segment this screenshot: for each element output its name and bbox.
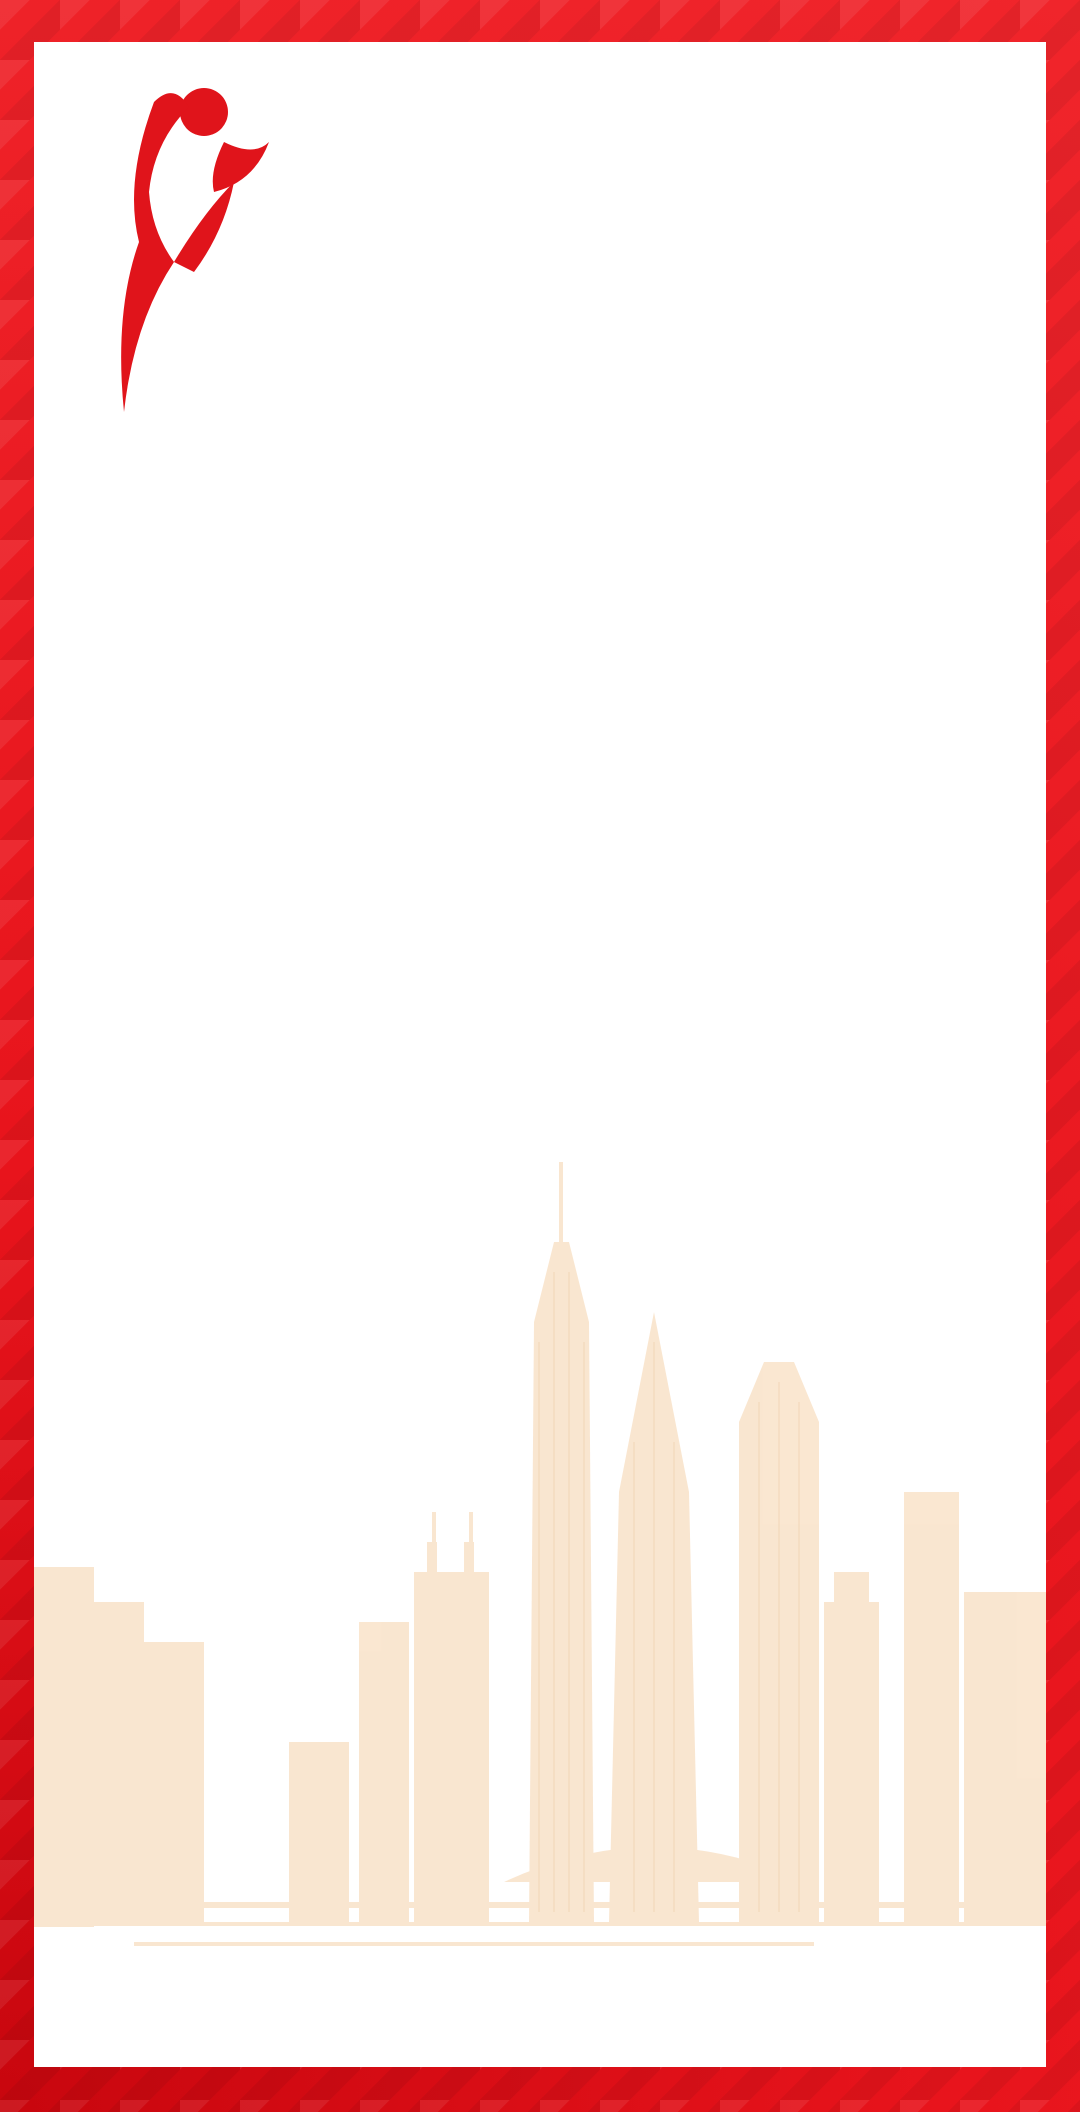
poster-card	[34, 42, 1046, 2067]
shenzhen-cup-logo	[94, 62, 994, 442]
dotted-divider	[94, 1144, 974, 1154]
badminton-player-icon	[121, 88, 269, 412]
